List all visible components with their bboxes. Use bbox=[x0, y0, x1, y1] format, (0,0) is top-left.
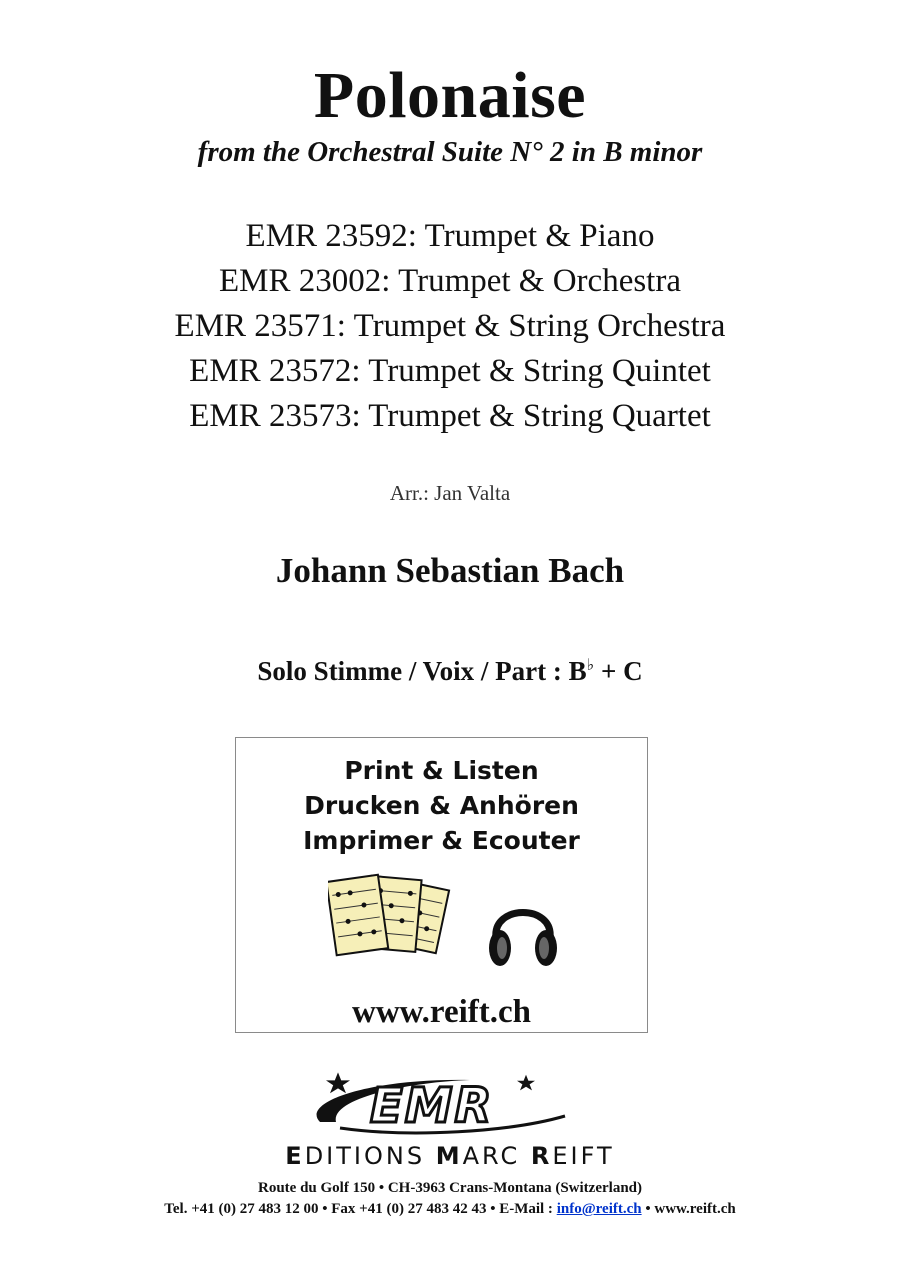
edition-item: EMR 23592: Trumpet & Piano bbox=[245, 218, 655, 254]
brand-initial-r: R bbox=[530, 1142, 553, 1170]
brand-eift: EIFT bbox=[552, 1142, 615, 1170]
score-subtitle: from the Orchestral Suite N° 2 in B minor bbox=[197, 136, 703, 168]
flat-sign: ♭ bbox=[586, 657, 595, 674]
edition-item: EMR 23571: Trumpet & String Orchestra bbox=[174, 308, 726, 344]
promo-line-de: Drucken & Anhören bbox=[304, 791, 579, 820]
part-prefix: Solo Stimme / Voix / Part : B bbox=[257, 656, 587, 686]
publisher-name bbox=[0, 1142, 900, 1170]
print-listen-box[interactable] bbox=[235, 737, 648, 1033]
email-link[interactable]: info@reift.ch bbox=[556, 1201, 642, 1217]
brand-ditions: DITIONS bbox=[304, 1142, 436, 1170]
part-suffix: + C bbox=[594, 656, 643, 686]
emr-logo bbox=[300, 1072, 600, 1138]
brand-initial-e: E bbox=[285, 1142, 305, 1170]
part-label bbox=[0, 656, 900, 687]
edition-item: EMR 23572: Trumpet & String Quintet bbox=[189, 353, 711, 389]
score-title: Polonaise bbox=[313, 59, 587, 132]
promo-line-en: Print & Listen bbox=[344, 756, 539, 785]
composer: Johann Sebastian Bach bbox=[275, 551, 625, 590]
contact-phone-fax: Tel. +41 (0) 27 483 12 00 • Fax +41 (0) 27 483 42 43 • E-Mail : bbox=[164, 1201, 557, 1217]
edition-list bbox=[0, 214, 900, 439]
arranger: Arr.: Jan Valta bbox=[389, 481, 511, 505]
headphones-icon bbox=[486, 890, 560, 972]
edition-item: EMR 23573: Trumpet & String Quartet bbox=[189, 398, 711, 434]
publisher-contact bbox=[0, 1201, 900, 1218]
logo-text: EMR bbox=[370, 1078, 494, 1134]
edition-item: EMR 23002: Trumpet & Orchestra bbox=[219, 263, 681, 299]
promo-url: www.reift.ch bbox=[351, 994, 532, 1030]
brand-initial-m: M bbox=[435, 1142, 463, 1170]
sheet-music-icon bbox=[328, 872, 458, 968]
brand-arc: ARC bbox=[462, 1142, 531, 1170]
contact-web: • www.reift.ch bbox=[641, 1201, 736, 1217]
publisher-address: Route du Golf 150 • CH-3963 Crans-Montana (Switzerland) bbox=[258, 1180, 642, 1196]
promo-line-fr: Imprimer & Ecouter bbox=[303, 826, 580, 855]
